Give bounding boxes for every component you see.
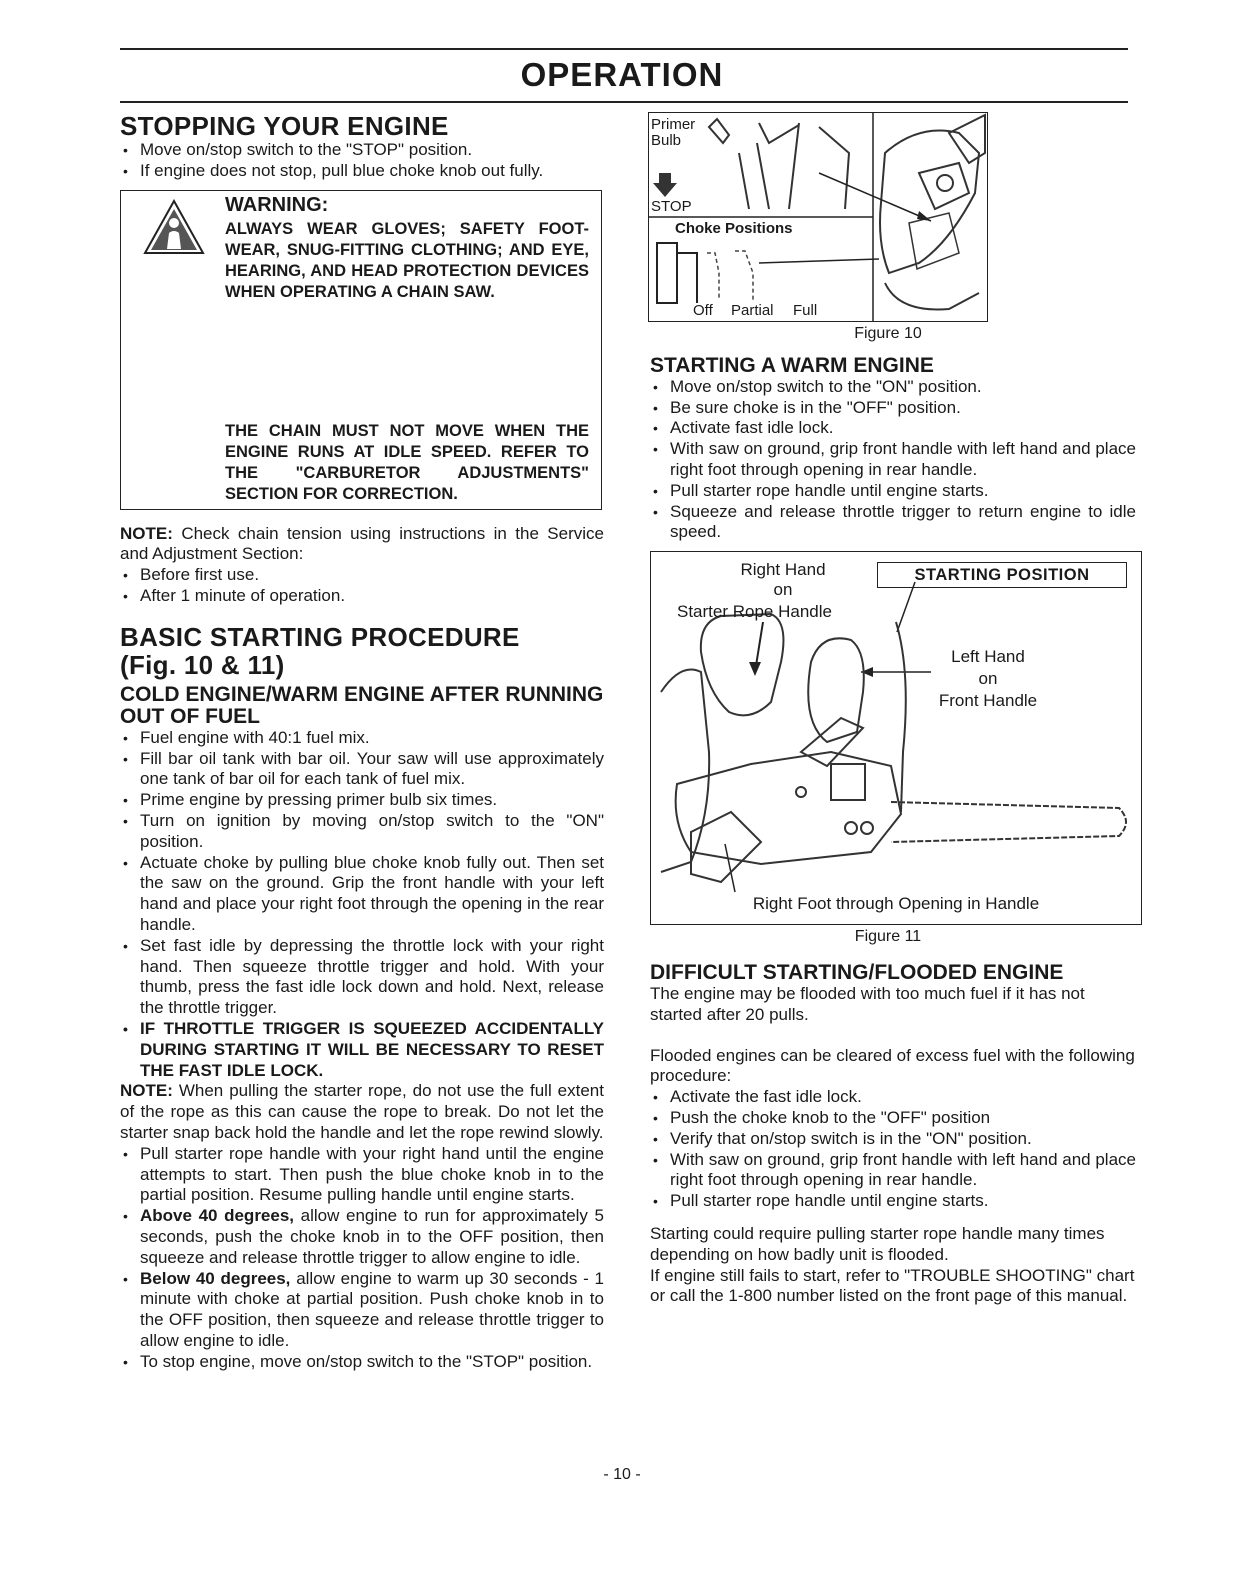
list-item: • Squeeze and release throttle trigger to return engine to idle speed. bbox=[650, 502, 1136, 544]
difficult-para-3: Starting could require pulling starter rope handle many times depending on how badly unit is flooded. bbox=[650, 1223, 1105, 1264]
list-item: • Activate fast idle lock. bbox=[650, 418, 1136, 439]
starter-rope-label: Starter Rope Handle bbox=[677, 602, 832, 622]
warning-triangle-icon bbox=[143, 199, 205, 255]
difficult-starting-heading: DIFFICULT STARTING/FLOODED ENGINE bbox=[650, 960, 1064, 984]
basic-list-2 bbox=[120, 1144, 604, 1373]
choke-positions-title: Choke Positions bbox=[675, 220, 793, 237]
list-item: • Move on/stop switch to the "STOP" position. bbox=[120, 140, 604, 161]
left-column bbox=[120, 112, 604, 1372]
basic-heading: BASIC STARTING PROCEDURE bbox=[120, 621, 520, 652]
warning-box bbox=[120, 190, 602, 510]
right-foot-label: Right Foot through Opening in Handle bbox=[752, 894, 1040, 914]
warning-text-idle: THE CHAIN MUST NOT MOVE WHEN THE ENGINE RUNS AT IDLE SPEED. REFER TO THE "CARBURETOR ADJUSTMENTS" SECTION FOR CORRECTION. bbox=[225, 421, 589, 503]
choke-partial-label: Partial bbox=[731, 302, 774, 319]
list-item: • Prime engine by pressing primer bulb six times. bbox=[120, 790, 604, 811]
figure-11 bbox=[650, 551, 1142, 925]
list-item: • Turn on ignition by moving on/stop switch to the "ON" position. bbox=[120, 811, 604, 853]
primer-label: Primer Bulb bbox=[651, 116, 696, 149]
list-item: • Fuel engine with 40:1 fuel mix. bbox=[120, 728, 604, 749]
list-item: • If engine does not stop, pull blue choke knob out fully. bbox=[120, 161, 604, 182]
cold-engine-subheading: COLD ENGINE/WARM ENGINE AFTER RUNNING OUT OF FUEL bbox=[120, 682, 604, 728]
list-item: • To stop engine, move on/stop switch to the "STOP" position. bbox=[120, 1352, 604, 1373]
note-starter-rope: NOTE: When pulling the starter rope, do not use the full extent of the rope as this can cause the rope to break. Do not let the starter snap back hold the handle and let the rope rewind slowly. bbox=[120, 1081, 604, 1142]
right-column bbox=[650, 112, 1136, 1307]
list-item: • Activate the fast idle lock. bbox=[650, 1087, 1136, 1108]
starting-position-label: STARTING POSITION bbox=[877, 562, 1127, 588]
stop-label: STOP bbox=[651, 198, 692, 215]
list-item: • Below 40 degrees, allow engine to warm up 30 seconds - 1 minute with choke at partial position. Push choke knob in to the OFF position, then squeeze and release throttle trigger to allow engine to idle. bbox=[120, 1269, 604, 1352]
page-number: - 10 - bbox=[603, 1466, 641, 1483]
stopping-heading: STOPPING YOUR ENGINE bbox=[120, 111, 449, 141]
top-rule bbox=[120, 48, 1128, 50]
list-item: • Push the choke knob to the "OFF" position bbox=[650, 1108, 1136, 1129]
figure-11-caption: Figure 11 bbox=[854, 928, 922, 946]
warning-text: ALWAYS WEAR GLOVES; SAFETY FOOT-WEAR, SNUG-FITTING CLOTHING; AND EYE, HEARING, AND HEAD PROTECTION DEVICES WHEN OPERATING A CHAIN SAW. bbox=[225, 219, 589, 301]
chainsaw-choke-illustration bbox=[649, 113, 987, 321]
warm-engine-heading: STARTING A WARM ENGINE bbox=[650, 353, 934, 377]
right-hand-label: Right Hand on bbox=[740, 560, 826, 600]
left-hand-label: Left Hand on Front Handle bbox=[938, 647, 1038, 711]
list-item: • Move on/stop switch to the "ON" position. bbox=[650, 377, 1136, 398]
difficult-para-4: If engine still fails to start, refer to "TROUBLE SHOOTING" chart or call the 1-800 number listed on the front page of this manual. bbox=[650, 1265, 1135, 1306]
list-item: • Pull starter rope handle with your right hand until the engine attempts to start. Then push the blue choke knob in to the partial position. Resume pulling handle until engine starts. bbox=[120, 1144, 604, 1206]
figure-10 bbox=[648, 112, 988, 322]
list-item: • With saw on ground, grip front handle with left hand and place right foot through opening in rear handle. bbox=[650, 439, 1136, 481]
flooded-list bbox=[650, 1087, 1136, 1212]
caution-item: • IF THROTTLE TRIGGER IS SQUEEZED ACCIDENTALLY DURING STARTING IT WILL BE NECESSARY TO RESET THE FAST IDLE LOCK. bbox=[120, 1019, 604, 1081]
difficult-para-2: Flooded engines can be cleared of excess fuel with the following procedure: bbox=[650, 1045, 1135, 1086]
list-item: • Pull starter rope handle until engine starts. bbox=[650, 481, 1136, 502]
warm-list bbox=[650, 377, 1136, 543]
list-item: • With saw on ground, grip front handle with left hand and place right foot through opening in rear handle. bbox=[650, 1150, 1136, 1192]
warning-title: WARNING: bbox=[225, 193, 329, 216]
choke-full-label: Full bbox=[793, 302, 818, 319]
list-item: • Actuate choke by pulling blue choke knob fully out. Then set the saw on the ground. Grip the front handle with your left hand and place your right foot through the opening in the rear handle. bbox=[120, 853, 604, 936]
list-item: • Pull starter rope handle until engine starts. bbox=[650, 1191, 1136, 1212]
page-title: OPERATION bbox=[520, 56, 724, 93]
note-list bbox=[120, 565, 604, 607]
list-item: • After 1 minute of operation. bbox=[120, 586, 604, 607]
stopping-list bbox=[120, 140, 604, 182]
list-item: • Be sure choke is in the "OFF" position. bbox=[650, 398, 1136, 419]
list-item: • Fill bar oil tank with bar oil. Your saw will use approximately one tank of bar oil for each tank of fuel mix. bbox=[120, 749, 604, 791]
basic-list bbox=[120, 728, 604, 1082]
title-rule bbox=[120, 101, 1128, 103]
basic-heading-figref: (Fig. 10 & 11) bbox=[120, 649, 285, 680]
list-item: • Above 40 degrees, allow engine to run for approximately 5 seconds, push the choke knob in to the OFF position, then squeeze and release throttle trigger to allow engine to idle. bbox=[120, 1206, 604, 1268]
list-item: • Set fast idle by depressing the throttle lock with your right hand. Then squeeze throttle trigger and hold. With your thumb, press the fast idle lock down and hold. Next, release the throttle trigger. bbox=[120, 936, 604, 1019]
list-item: • Before first use. bbox=[120, 565, 604, 586]
difficult-para-1: The engine may be flooded with too much fuel if it has not started after 20 pulls. bbox=[650, 983, 1085, 1024]
note-chain-tension: NOTE: Check chain tension using instructions in the Service and Adjustment Section: bbox=[120, 523, 604, 564]
figure-10-caption: Figure 10 bbox=[854, 325, 922, 342]
list-item: • Verify that on/stop switch is in the "ON" position. bbox=[650, 1129, 1136, 1150]
choke-off-label: Off bbox=[693, 302, 713, 319]
